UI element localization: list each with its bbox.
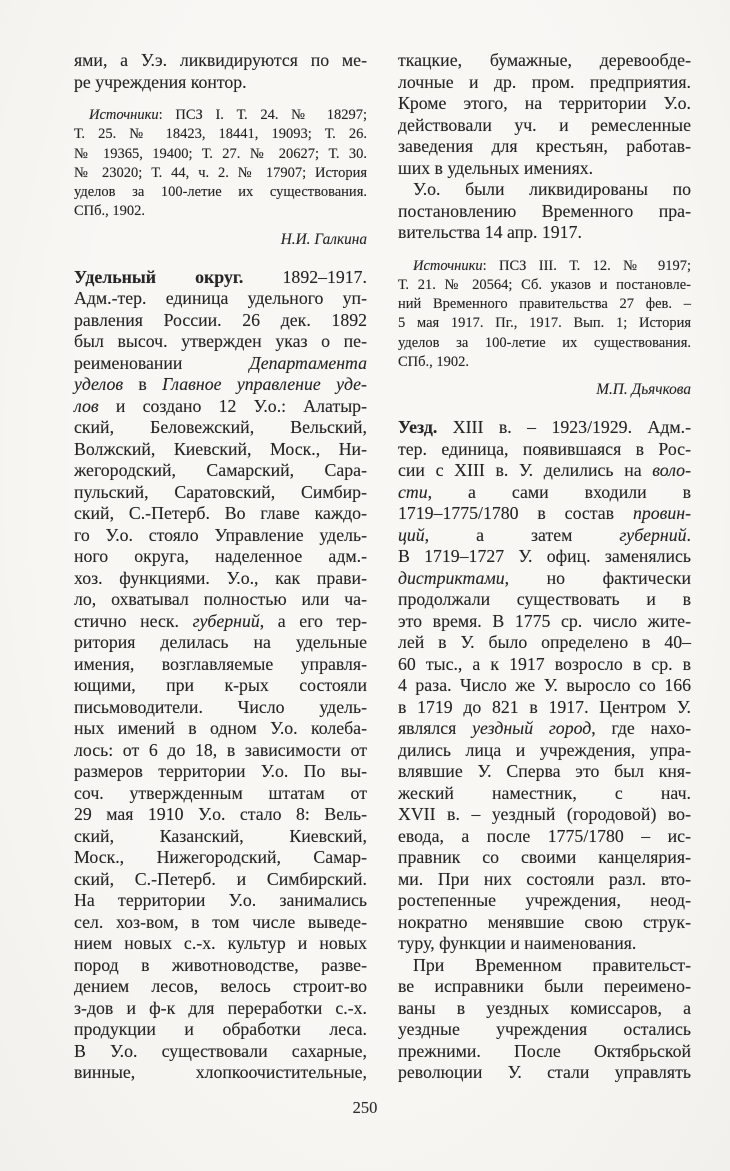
text-line: ших в удельных имениях. xyxy=(398,157,594,178)
text-line: СПб., 1902. xyxy=(398,353,470,370)
text-line: Источники: ПСЗ I. Т. 24. № 18297; xyxy=(89,107,367,123)
text-line: постановлению Временного пра- xyxy=(398,200,691,221)
text-line: СПб., 1902. xyxy=(74,203,146,220)
text-line: жегородский, Самарский, Сара- xyxy=(74,460,367,481)
text-line: пород в животноводстве, разве- xyxy=(74,954,367,975)
text-line: продукции и обработки леса. xyxy=(74,1019,367,1040)
text-line: действовали уч. и ремесленные xyxy=(398,114,691,135)
text-line: Источники: ПСЗ III. Т. 12. № 9197; xyxy=(413,257,691,274)
text-line: лов и создано 12 У.о.: Алатыр- xyxy=(74,395,367,416)
text-line: дением лесов, велось строит-во xyxy=(74,976,367,997)
text-line: Уезд. XIII в. – 1923/1929. Адм.- xyxy=(398,417,691,438)
text-line: вительства 14 апр. 1917. xyxy=(398,222,582,242)
text-line: ний Временного правительства 27 фев. – xyxy=(398,296,691,313)
text-line: уделов за 100-летие их существования. xyxy=(74,184,367,201)
paragraph-continuation-right xyxy=(398,50,691,244)
text-line: Т. 21. № 20564; Сб. указов и постановле- xyxy=(398,276,691,293)
text-line: ткацкие, бумажные, деревообде- xyxy=(398,50,691,70)
text-line: пульский, Саратовский, Симбир- xyxy=(74,481,367,502)
author-byline-left: Н.И. Галкина xyxy=(280,230,367,248)
text-line: тер. единица, появившаяся в Рос- xyxy=(398,438,691,459)
text-line: революции У. стали управлять xyxy=(398,1062,691,1083)
text-line: размеров территории У.о. По вы- xyxy=(74,761,367,782)
text-line: винные, хлопкоочистительные, xyxy=(74,1062,367,1083)
text-line: Моск., Нижегородский, Самар- xyxy=(74,847,367,868)
text-line: ми. При них состояли разл. вто- xyxy=(398,868,691,889)
text-line: письмоводители. Число удель- xyxy=(74,696,367,717)
text-line: лось: от 6 до 18, в зависимости от xyxy=(74,739,367,760)
text-line: хоз. функциями. У.о., как прави- xyxy=(74,567,367,588)
text-line: реименовании Департамента xyxy=(74,352,367,373)
text-line: был высоч. утвержден указ о пе- xyxy=(74,331,367,352)
text-line: лей в У. было определено в 40– xyxy=(398,632,691,653)
text-line: 29 мая 1910 У.о. стало 8: Вель- xyxy=(74,804,367,825)
right-column xyxy=(398,50,691,1084)
text-line: сти, а сами входили в xyxy=(398,481,691,502)
text-line: ский, Беловежский, Вельский, xyxy=(74,417,367,438)
text-line: ций, а затем губерний. xyxy=(398,524,691,545)
left-column xyxy=(74,50,367,1084)
text-line: дились лица и учреждения, упра- xyxy=(398,739,691,760)
text-line: уездные учреждения остались xyxy=(398,1019,691,1040)
text-line: ями, а У.э. ликвидируются по ме- xyxy=(74,50,367,70)
text-line: ре учреждения контор. xyxy=(74,71,247,92)
text-line: ло, охватывал полностью или ча- xyxy=(74,589,367,610)
sources-block-left xyxy=(74,106,367,222)
entry-uezd xyxy=(398,417,691,1084)
text-line: ющими, при к-рых состояли xyxy=(74,675,367,696)
text-line: имения, возглавляемые управля- xyxy=(74,653,367,674)
text-line: В 1719–1727 У. офиц. заменялись xyxy=(398,546,691,567)
text-line: ваны в уездных комиссаров, а xyxy=(398,997,691,1018)
text-line: Волжский, Киевский, Моск., Ни- xyxy=(74,438,367,459)
text-line: На территории У.о. занимались xyxy=(74,890,367,911)
text-line: 1719–1775/1780 в состав провин- xyxy=(398,503,691,524)
text-line: дистриктами, но фактически xyxy=(398,567,691,588)
text-line: ский, С.-Петерб. Во главе каждо- xyxy=(74,503,367,524)
text-line: № 19365, 19400; Т. 27. № 20627; Т. 30. xyxy=(74,145,367,162)
text-line: соч. утвержденным штатам от xyxy=(74,782,367,803)
text-line: 4 раза. Число же У. выросло со 166 xyxy=(398,675,691,696)
text-line: прежними. После Октябрьской xyxy=(398,1040,691,1061)
text-line: ский, Казанский, Киевский, xyxy=(74,825,367,846)
text-line: № 23020; Т. 44, ч. 2. № 17907; История xyxy=(74,164,367,181)
text-line: правник со своими канцелярия- xyxy=(398,847,691,868)
text-line: нием новых с.-х. культур и новых xyxy=(74,933,367,954)
text-line: в 1719 до 821 в 1917. Центром У. xyxy=(398,696,691,717)
text-line: продолжали существовать и в xyxy=(398,589,691,610)
text-line: туру, функции и наименования. xyxy=(398,933,637,954)
text-line: влявшие У. Сперва это был кня- xyxy=(398,761,691,782)
text-line: равления России. 26 дек. 1892 xyxy=(74,309,367,330)
text-line: уделов в Главное управление уде- xyxy=(74,374,367,395)
text-line: ростепенные учреждения, неод- xyxy=(398,890,691,911)
text-line: ных имений в одном У.о. колеба- xyxy=(74,718,367,739)
paragraph-continuation-left xyxy=(74,50,367,93)
text-line: При Временном правительст- xyxy=(413,954,691,975)
text-line: XVII в. – уездный (городовой) во- xyxy=(398,804,691,825)
text-line: Удельный округ. 1892–1917. xyxy=(74,266,367,287)
text-line: нократно менявшие свою струк- xyxy=(398,911,691,932)
text-line: сел. хоз-вом, в том числе выведе- xyxy=(74,911,367,932)
text-line: являлся уездный город, где нахо- xyxy=(398,718,691,739)
text-line: жеский наместник, с нач. xyxy=(398,782,691,803)
text-line: стично неск. губерний, а его тер- xyxy=(74,610,368,631)
text-line: 60 тыс., а к 1917 возросло в ср. в xyxy=(398,653,691,674)
page-number: 250 xyxy=(352,1098,378,1117)
text-line: го У.о. стояло Управление удель- xyxy=(74,524,367,545)
text-line: уделов за 100-летие их существования. xyxy=(398,334,691,351)
text-line: заведения для крестьян, работав- xyxy=(398,136,691,156)
text-line: Т. 25. № 18423, 18441, 19093; Т. 26. xyxy=(74,126,367,143)
text-line: Кроме этого, на территории У.о. xyxy=(398,93,691,113)
text-line: У.о. были ликвидированы по xyxy=(413,179,691,199)
text-line: это время. В 1775 ср. число жите- xyxy=(398,610,691,631)
text-line: ритория делилась на удельные xyxy=(74,632,367,653)
entry-udelny-okrug xyxy=(74,267,367,1084)
text-line: ский, С.-Петерб. и Симбирский. xyxy=(74,868,367,889)
text-line: лочные и др. пром. предприятия. xyxy=(398,71,691,92)
text-line: ве исправники были переимено- xyxy=(398,976,691,997)
text-line: В У.о. существовали сахарные, xyxy=(74,1040,367,1061)
text-line: сии с XIII в. У. делились на воло- xyxy=(398,460,691,481)
sources-block-right xyxy=(398,257,691,373)
text-line: 5 мая 1917. Пг., 1917. Вып. 1; История xyxy=(398,315,691,332)
author-byline-right: М.П. Дьячкова xyxy=(596,381,691,399)
text-line: Адм.-тер. единица удельного уп- xyxy=(74,288,367,309)
text-line: з-дов и ф-к для переработки с.-х. xyxy=(74,997,367,1018)
text-line: евода, а после 1775/1780 – ис- xyxy=(398,825,691,846)
text-line: ного округа, наделенное адм.- xyxy=(74,546,367,567)
